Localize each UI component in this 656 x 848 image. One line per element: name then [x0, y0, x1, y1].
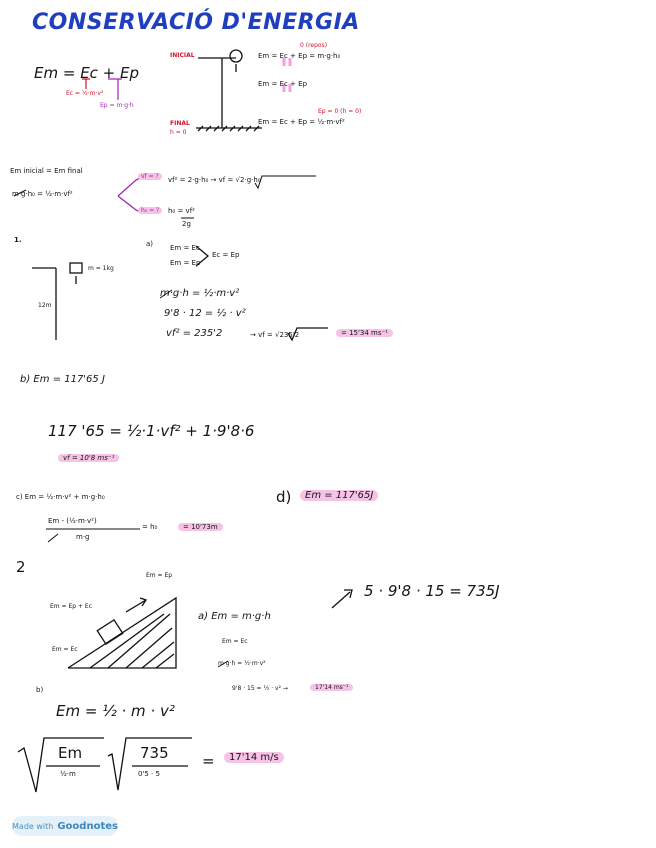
ex2-part-b-label: b) — [36, 686, 44, 694]
ex2-b-root2-numer: 735 — [140, 744, 169, 762]
ex2-b-eq: Em = ½ · m · v² — [56, 702, 175, 720]
ex1-a-answer: = 15'34 ms⁻¹ — [336, 329, 393, 337]
ex2-b-equals: = — [202, 752, 215, 770]
ex1-c-numer: Em - (½·m·v²) — [48, 517, 97, 525]
intro-line2: Em = Ec + Ep — [258, 80, 308, 88]
badge-prefix: Made with — [12, 821, 54, 831]
ex2-part-a: a) Em = m·g·h — [198, 611, 271, 622]
ex1-part-a-label: a) — [146, 240, 154, 248]
branch-top: vf = ? — [138, 173, 162, 180]
made-with-badge[interactable] — [12, 816, 118, 836]
badge-brand: Goodnotes — [57, 820, 118, 832]
ex1-a-eq3: vf² = 235'2 — [166, 328, 223, 339]
ex1-number: 1. — [14, 236, 22, 244]
ex2-a-line2: Em = Ec — [222, 638, 248, 645]
label-inicial: INICIAL — [170, 52, 195, 59]
ex1-b-answer: vf = 10'8 ms⁻¹ — [58, 454, 119, 462]
ex1-height-label: 12m — [38, 302, 52, 309]
intro-line1: Em = Ec + Ep = m·g·h₀ — [258, 52, 341, 60]
ex2-b-root-denom: ½·m — [60, 770, 76, 778]
derivation-line1: Em inicial = Em final — [10, 167, 83, 175]
ex2-left-label-bottom: Em = Ec — [52, 646, 78, 653]
ex1-a-eq2: 9'8 · 12 = ½ · v² — [164, 308, 246, 319]
em-formula-main: Em = Ec + Ep — [34, 64, 140, 82]
ex1-c-denom: m·g — [76, 533, 90, 541]
ex1-part-d-label: d) — [276, 488, 292, 506]
ex2-left-label-top: Em = Ep + Ec — [50, 603, 93, 610]
ex2-top-label: Em = Ep — [146, 572, 173, 579]
derivation-line2: m·g·h₀ = ½·m·vf² — [12, 190, 73, 198]
ep-formula: Ep = m·g·h — [100, 102, 134, 109]
intro-line1-note: 0 (repos) — [300, 42, 328, 49]
intro-line3-note: Ep = 0 (h = 0) — [318, 108, 362, 115]
ex1-c-mid: = h₀ — [142, 523, 158, 531]
intro-drop-sketch — [196, 50, 262, 131]
ex1-part-b: b) Em = 117'65 J — [20, 374, 105, 385]
label-final: FINAL — [170, 120, 190, 127]
intro-line3: Em = Ec + Ep = ½·m·vf² — [258, 118, 345, 126]
ex1-a-result: Ec = Ep — [212, 251, 240, 259]
ex1-part-c: c) Em = ½·m·v² + m·g·h₀ — [16, 493, 105, 501]
ex2-a-line3: m·g·h = ½·m·v² — [218, 660, 266, 667]
page-title: CONSERVACIÓ D'ENERGIA — [32, 10, 360, 35]
ec-formula: Ec = ½·m·v² — [66, 90, 104, 97]
ex2-b-root-numer: Em — [58, 744, 83, 762]
ex2-number: 2 — [16, 558, 26, 576]
ex1-a-line2: Em = Ep — [170, 259, 201, 267]
ex2-b-root2-denom: 0'5 · 5 — [138, 770, 160, 778]
ex1-mass-label: m = 1kg — [88, 265, 114, 272]
ex1-part-d-answer: Em = 117'65J — [300, 490, 378, 501]
vf-formula: vf² = 2·g·h₀ → vf = √2·g·h₀ — [168, 176, 261, 184]
ex2-incline-sketch — [68, 590, 352, 668]
ex1-a-line1: Em = Ec — [170, 244, 200, 252]
ex2-a-answer: 17'14 ms⁻¹ — [310, 684, 353, 691]
ex1-b-eq: 117 '65 = ½·1·vf² + 1·9'8·6 — [48, 422, 255, 440]
ex2-calc-note: 5 · 9'8 · 15 = 735J — [364, 582, 500, 600]
h0-denom: 2g — [182, 220, 191, 228]
ex1-a-eq1: m·g·h = ½·m·v² — [160, 288, 240, 299]
h0-numer: h₀ = vf² — [168, 207, 195, 215]
derivation-branch — [118, 178, 140, 212]
ex2-a-line4: 9'8 · 15 = ½ · v² → — [232, 685, 288, 692]
ex1-c-answer: = 10'73m — [178, 523, 223, 531]
label-h0: h = 0 — [170, 129, 187, 136]
ex2-b-answer: 17'14 m/s — [224, 752, 284, 763]
ex1-a-eq3b: → vf = √235'2 — [250, 331, 300, 339]
branch-bottom: h₀ = ? — [138, 207, 162, 214]
